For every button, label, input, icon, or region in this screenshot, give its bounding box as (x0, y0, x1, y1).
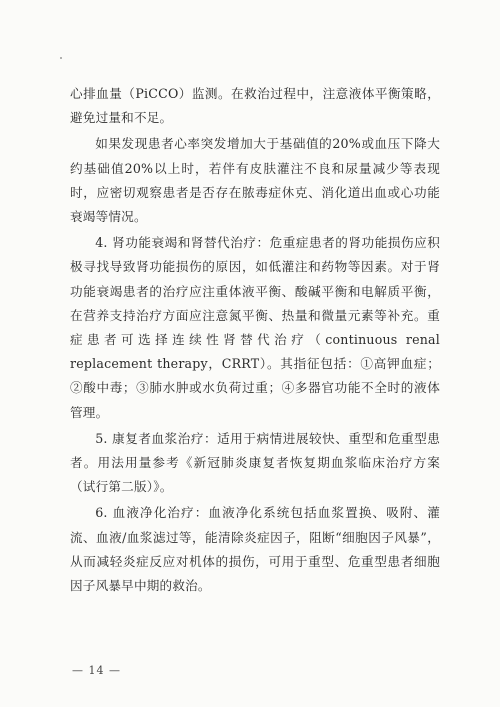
paragraph-continuation: 心排血量（PiCCO）监测。在救治过程中，注意液体平衡策略，避免过量和不足。 (70, 86, 440, 126)
paragraph-renal-replacement: 4. 肾功能衰竭和肾替代治疗：危重症患者的肾功能损伤应积极寻找导致肾功能损伤的原因，如低灌注和药物等因素。对于肾功能衰竭患者的治疗应注重体液平衡、酸碱平衡和电解质平衡，在营养支持治疗方面应注意氮平衡、热量和微量元素等补充。重症患者可选择连续性肾替代治疗（continuous renal replacement therapy，CRRT）。其指征包括：①高钾血症；②酸中毒；③肺水肿或水负荷过重；④多器官功能不全时的液体管理。 (70, 235, 440, 420)
paragraph-heart-rate-monitoring: 如果发现患者心率突发增加大于基础值的20%或血压下降大约基础值20%以上时，若伴有皮肤灌注不良和尿量减少等表现时，应密切观察患者是否存在脓毒症休克、消化道出血或心功能衰竭等情况。 (70, 136, 440, 225)
page-number: — 14 — (72, 664, 121, 677)
paragraph-convalescent-plasma: 5. 康复者血浆治疗：适用于病情进展较快、重型和危重型患者。用法用量参考《新冠肺炎康复者恢复期血浆临床治疗方案（试行第二版）》。 (70, 430, 440, 495)
paragraph-blood-purification: 6. 血液净化治疗：血液净化系统包括血浆置换、吸附、灌流、血液/血浆滤过等，能清除炎症因子，阻断“细胞因子风暴”，从而减轻炎症反应对机体的损伤，可用于重型、危重型患者细胞因子风暴早中期的救治。 (70, 505, 440, 594)
scan-speck (60, 57, 62, 59)
body-text (70, 82, 440, 598)
